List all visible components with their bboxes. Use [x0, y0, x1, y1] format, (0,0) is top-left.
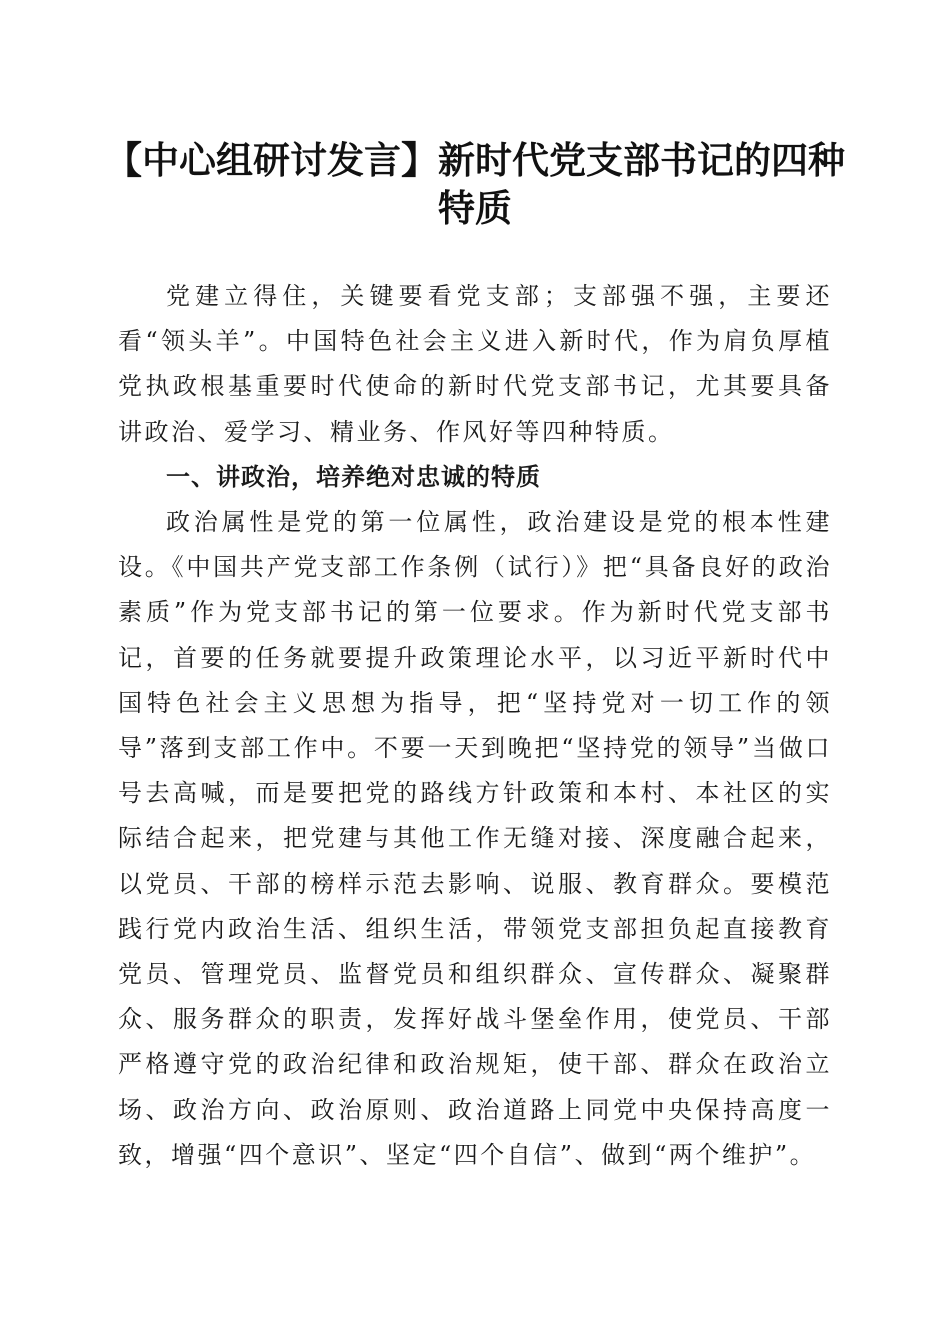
section-paragraph-1: 政治属性是党的第一位属性，政治建设是党的根本性建设。《中国共产党支部工作条例（试行）》把“具备良好的政治素质”作为党支部书记的第一位要求。作为新时代党支部书记，首要的任务就要提升政策理论水平，以习近平新时代中国特色社会主义思想为指导，把“坚持党对一切工作的领导”落到支部工作中。不要一天到晚把“坚持党的领导”当做口号去高喊，而是要把党的路线方针政策和本村、本社区的实际结合起来，把党建与其他工作无缝对接、深度融合起来，以党员、干部的榜样示范去影响、说服、教育群众。要模范践行党内政治生活、组织生活，带领党支部担负起直接教育党员、管理党员、监督党员和组织群众、宣传群众、凝聚群众、服务群众的职责，发挥好战斗堡垒作用，使党员、干部严格遵守党的政治纪律和政治规矩，使干部、群众在政治立场、政治方向、政治原则、政治道路上同党中央保持高度一致，增强“四个意识”、坚定“四个自信”、做到“两个维护”。 [118, 508, 832, 1169]
intro-paragraph: 党建立得住，关键要看党支部；支部强不强，主要还看“领头羊”。中国特色社会主义进入新时代，作为肩负厚植党执政根基重要时代使命的新时代党支部书记，尤其要具备讲政治、爱学习、精业务、作风好等四种特质。 [118, 282, 832, 446]
document-body [118, 274, 832, 1178]
section-heading-1: 一、讲政治，培养绝对忠诚的特质 [166, 462, 541, 491]
document-title: 【中心组研讨发言】新时代党支部书记的四种特质 [105, 138, 845, 230]
